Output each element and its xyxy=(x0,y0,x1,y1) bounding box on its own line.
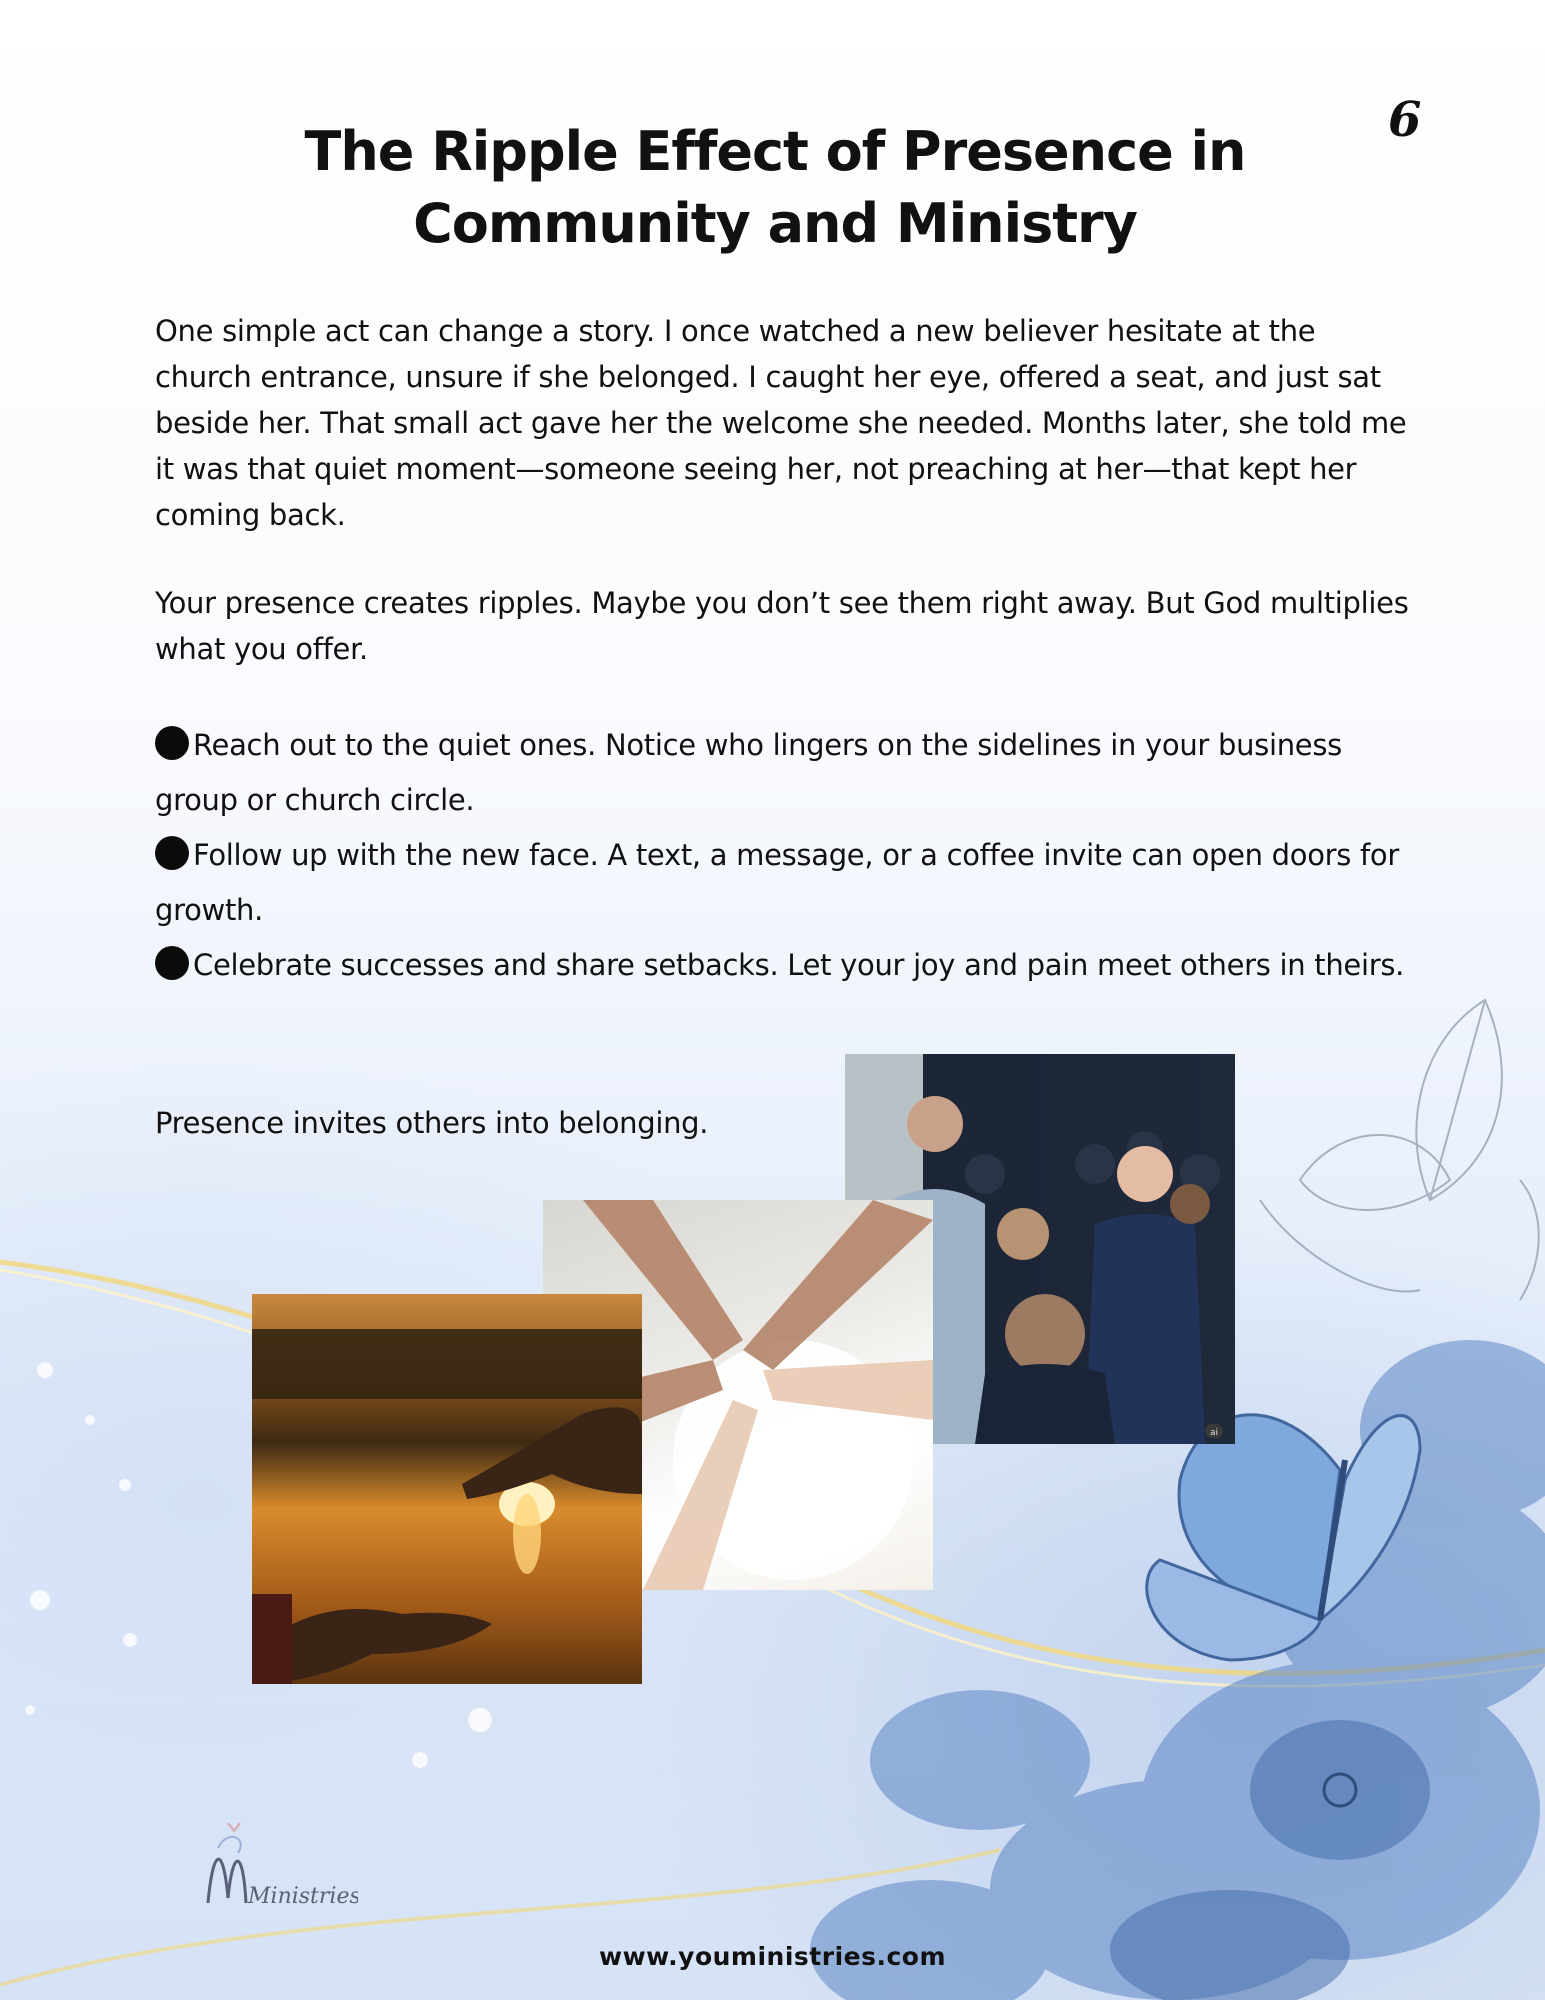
list-item: Follow up with the new face. A text, a message, or a coffee invite can open doors for growth. xyxy=(155,838,1399,927)
svg-text:Ministries: Ministries xyxy=(248,1884,358,1909)
intro-paragraph: One simple act can change a story. I once watched a new believer hesitate at the church entrance, unsure if she belonged. I caught her eye, offered a seat, and just sat beside her. That small act gave her the welcome she needed. Months later, she told me it was that quiet moment—someone seeing her, not preaching at her—that kept her coming back. xyxy=(155,314,1407,532)
page-number: 6 xyxy=(1388,92,1422,148)
ripple-paragraph: Your presence creates ripples. Maybe you don’t see them right away. But God multiplies what you offer. xyxy=(155,586,1409,666)
footer-website-link[interactable]: www.youministries.com xyxy=(598,1942,947,1971)
page-title: The Ripple Effect of Presence in Community and Ministry xyxy=(304,120,1246,255)
bullet-dot-icon xyxy=(155,836,189,870)
bullet-dot-icon xyxy=(155,946,189,980)
svg-text:ai: ai xyxy=(1209,1428,1219,1438)
bullet-dot-icon xyxy=(155,726,189,760)
action-list xyxy=(155,718,1420,993)
ministries-logo xyxy=(198,1808,358,1918)
list-item: Reach out to the quiet ones. Notice who lingers on the sidelines in your business group or church circle. xyxy=(155,728,1342,817)
list-item: Celebrate successes and share setbacks. Let your joy and pain meet others in theirs. xyxy=(155,938,1420,993)
closing-line: Presence invites others into belonging. xyxy=(155,1106,709,1140)
reaching-hands-sunset-photo xyxy=(252,1294,642,1684)
